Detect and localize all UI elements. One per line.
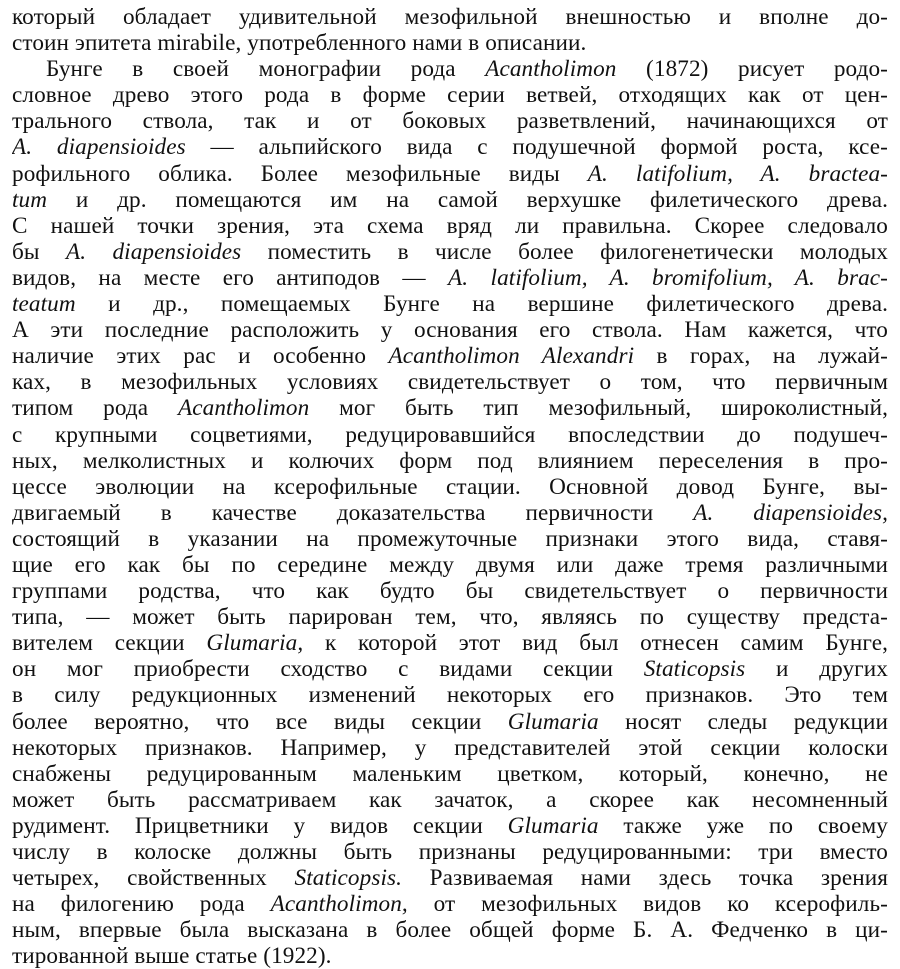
text-segment: трального ствола, так и от боковых разветвлений, начинающихся от: [12, 108, 888, 135]
text-segment: наличие этих рас и особенно: [12, 343, 389, 370]
text-segment: он мог приобрести сходство с видами секции: [12, 656, 644, 683]
italic-text-segment: Acantholimon,: [270, 891, 408, 918]
text-segment: словное древо этого рода в форме серии ветвей, отходящих как от цен-: [12, 82, 888, 109]
text-segment: видов, на месте его антиподов —: [12, 264, 449, 291]
text-segment: числу в колоске должны быть признаны редуцированными: три вместо: [12, 839, 888, 865]
text-line: [12, 56, 888, 82]
text-segment: тированной выше статье (1922).: [12, 943, 332, 969]
text-segment: с крупными соцветиями, редуцировавшийся впоследствии до подушеч-: [12, 421, 888, 448]
text-segment: рудимент. Прицветники у видов секции: [12, 812, 508, 839]
text-segment: некоторых признаков. Например, у представителей этой секции колоски: [12, 734, 888, 761]
italic-text-segment: teatum: [12, 291, 76, 318]
text-segment: носят следы редукции: [598, 708, 888, 735]
text-line: [12, 134, 888, 160]
italic-text-segment: A. diapensioides: [12, 134, 186, 161]
text-segment: и др., помещаемых Бунге на вершине филетического древа.: [75, 291, 888, 318]
text-segment: С нашей точки зрения, эта схема вряд ли правильна. Скорее следовало: [12, 212, 888, 239]
text-segment: в горах, на лужай-: [634, 343, 888, 370]
text-line: [12, 422, 888, 448]
text-line: [12, 682, 888, 708]
text-line: [12, 395, 888, 421]
text-segment: вителем секции: [12, 630, 207, 657]
text-line: [12, 265, 888, 291]
italic-text-segment: A. diapensioides: [65, 238, 242, 265]
text-segment: цессе эволюции на ксерофильные стации. Основной довод Бунге, вы-: [12, 473, 888, 500]
text-line: [12, 474, 888, 500]
text-segment: и др. помещаются им на самой верхушке филетического древа.: [47, 186, 888, 213]
italic-text-segment: tum: [12, 186, 48, 213]
italic-text-segment: Acantholimon Alexandri: [388, 343, 635, 370]
text-segment: также уже по своему: [598, 812, 888, 839]
text-line: [12, 656, 888, 682]
text-line: [12, 839, 888, 865]
text-segment: снабжены редуцированным маленьким цветком, который, конечно, не: [12, 760, 888, 787]
text-line: [12, 526, 888, 552]
document-page: [12, 4, 888, 969]
italic-text-segment: Staticopsis: [643, 656, 746, 683]
text-segment: поместить в числе более филогенетически молодых: [241, 238, 888, 265]
italic-text-segment: A. latifolium, A. bractea-: [587, 160, 888, 187]
italic-text-segment: Glumaria,: [206, 630, 304, 657]
text-segment: более вероятно, что все виды секции: [12, 708, 508, 735]
text-line: [12, 630, 888, 656]
text-line: [12, 187, 888, 213]
text-segment: состоящий в указании на промежуточные признаки этого вида, ставя-: [12, 525, 888, 552]
text-segment: Развиваемая нами здесь точка зрения: [402, 865, 888, 892]
text-line: [12, 891, 888, 917]
text-segment: бы: [12, 238, 66, 265]
italic-text-segment: Acantholimon: [485, 56, 617, 83]
italic-text-segment: Acantholimon: [177, 395, 310, 422]
text-segment: рофильного облика. Более мезофильные виды: [12, 160, 588, 187]
text-line: [12, 500, 888, 526]
text-segment: группами родства, что как будто бы свидетельствует о первичности: [12, 578, 888, 605]
text-line: [12, 161, 888, 187]
text-segment: ках, в мезофильных условиях свидетельствует о том, что первичным: [12, 369, 888, 396]
text-segment: типом рода: [12, 395, 178, 422]
text-segment: четырех, свойственных: [12, 865, 295, 892]
text-line: [12, 317, 888, 343]
text-segment: к которой этот вид был отнесен самим Бунге,: [303, 630, 888, 657]
text-segment: стоин эпитета mirabile, употребленного нами в описании.: [12, 30, 587, 57]
text-segment: и других: [745, 656, 888, 683]
italic-text-segment: Staticopsis.: [294, 865, 403, 892]
text-segment: может быть рассматриваем как зачаток, а скорее как несомненный: [12, 786, 888, 813]
text-segment: ных, мелколистных и колючих форм под влиянием переселения в про-: [12, 447, 888, 474]
text-line: [12, 82, 888, 108]
text-segment: типа, — может быть парирован тем, что, являясь по существу предста-: [12, 604, 888, 631]
text-segment: А эти последние расположить у основания его ствола. Нам кажется, что: [12, 317, 888, 344]
text-line: [12, 239, 888, 265]
text-line: [12, 108, 888, 134]
text-segment: — альпийского вида с подушечной формой роста, ксе-: [185, 134, 888, 161]
text-line: [12, 552, 888, 578]
text-line: [12, 917, 888, 943]
text-segment: (1872) рисует родо-: [616, 56, 888, 83]
text-line: [12, 604, 888, 630]
text-line: [12, 213, 888, 239]
italic-text-segment: A. diapensioides,: [693, 499, 888, 526]
text-segment: Бунге в своей монографии рода: [46, 56, 486, 83]
text-line: [12, 761, 888, 787]
text-segment: от мезофильных видов ко ксерофиль-: [407, 891, 888, 918]
italic-text-segment: Glumaria: [507, 708, 599, 735]
italic-text-segment: A. latifolium, A. bromifolium, A. brac-: [448, 264, 888, 291]
text-line: [12, 709, 888, 735]
text-line: [12, 943, 888, 969]
text-line: [12, 343, 888, 369]
text-line: [12, 369, 888, 395]
italic-text-segment: Glumaria: [507, 812, 599, 839]
text-line: [12, 30, 888, 56]
text-line: [12, 4, 888, 30]
text-line: [12, 448, 888, 474]
text-segment: в силу редукционных изменений некоторых его признаков. Это тем: [12, 682, 888, 709]
text-line: [12, 865, 888, 891]
text-segment: мог быть тип мезофильный, широколистный,: [309, 395, 888, 422]
text-line: [12, 578, 888, 604]
text-line: [12, 787, 888, 813]
text-segment: щие его как бы по середине между двумя или даже тремя различными: [12, 551, 888, 578]
text-segment: который обладает удивительной мезофильной внешностью и вполне до-: [12, 4, 888, 30]
text-line: [12, 291, 888, 317]
text-segment: на филогению рода: [12, 891, 271, 918]
text-segment: ным, впервые была высказана в более общей форме Б. А. Федченко в ци-: [12, 917, 888, 944]
text-line: [12, 735, 888, 761]
text-segment: двигаемый в качестве доказательства первичности: [12, 499, 694, 526]
text-line: [12, 813, 888, 839]
